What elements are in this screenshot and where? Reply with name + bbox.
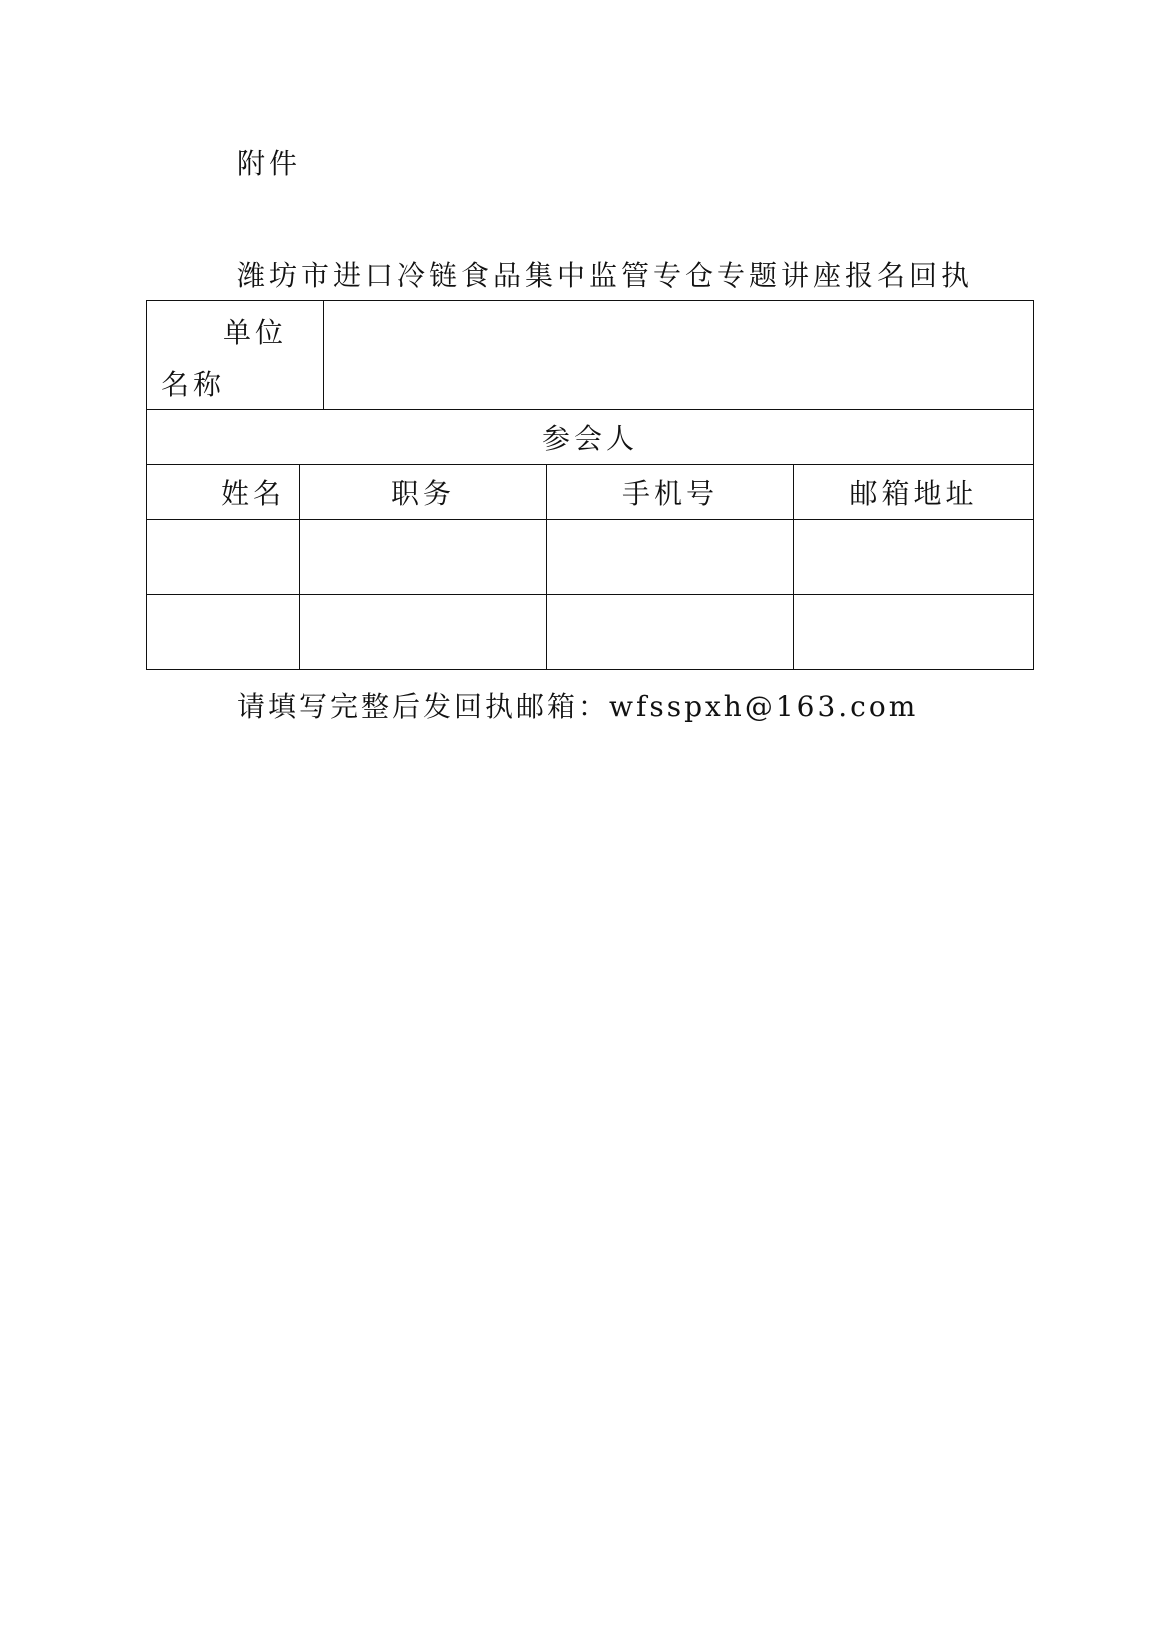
attendee-name-field[interactable] <box>147 520 300 595</box>
attendee-name-field[interactable] <box>147 595 300 670</box>
footer-note: 请填写完整后发回执邮箱：wfsspxh@163.com <box>237 690 919 723</box>
unit-name-value-field[interactable] <box>324 301 1034 410</box>
column-header-position: 职务 <box>300 465 547 520</box>
column-header-name: 姓名 <box>147 465 300 520</box>
attendee-phone-field[interactable] <box>547 595 794 670</box>
unit-name-label-cell <box>147 301 324 410</box>
attendee-phone-field[interactable] <box>547 520 794 595</box>
unit-name-label-line1: 单位 <box>223 316 288 349</box>
column-header-row <box>147 465 1034 520</box>
attendees-section-row <box>147 410 1034 465</box>
document-title: 潍坊市进口冷链食品集中监管专仓专题讲座报名回执 <box>237 259 974 292</box>
column-header-phone: 手机号 <box>547 465 794 520</box>
unit-name-label-line2: 名称 <box>161 368 226 401</box>
attendee-position-field[interactable] <box>300 520 547 595</box>
attendee-email-field[interactable] <box>794 520 1034 595</box>
registration-form-table <box>146 300 1034 670</box>
attachment-label: 附件 <box>237 147 302 180</box>
attendees-section-heading: 参会人 <box>147 410 1034 465</box>
column-header-email: 邮箱地址 <box>794 465 1034 520</box>
table-row <box>147 520 1034 595</box>
attendee-position-field[interactable] <box>300 595 547 670</box>
unit-name-row <box>147 301 1034 410</box>
attendee-email-field[interactable] <box>794 595 1034 670</box>
table-row <box>147 595 1034 670</box>
